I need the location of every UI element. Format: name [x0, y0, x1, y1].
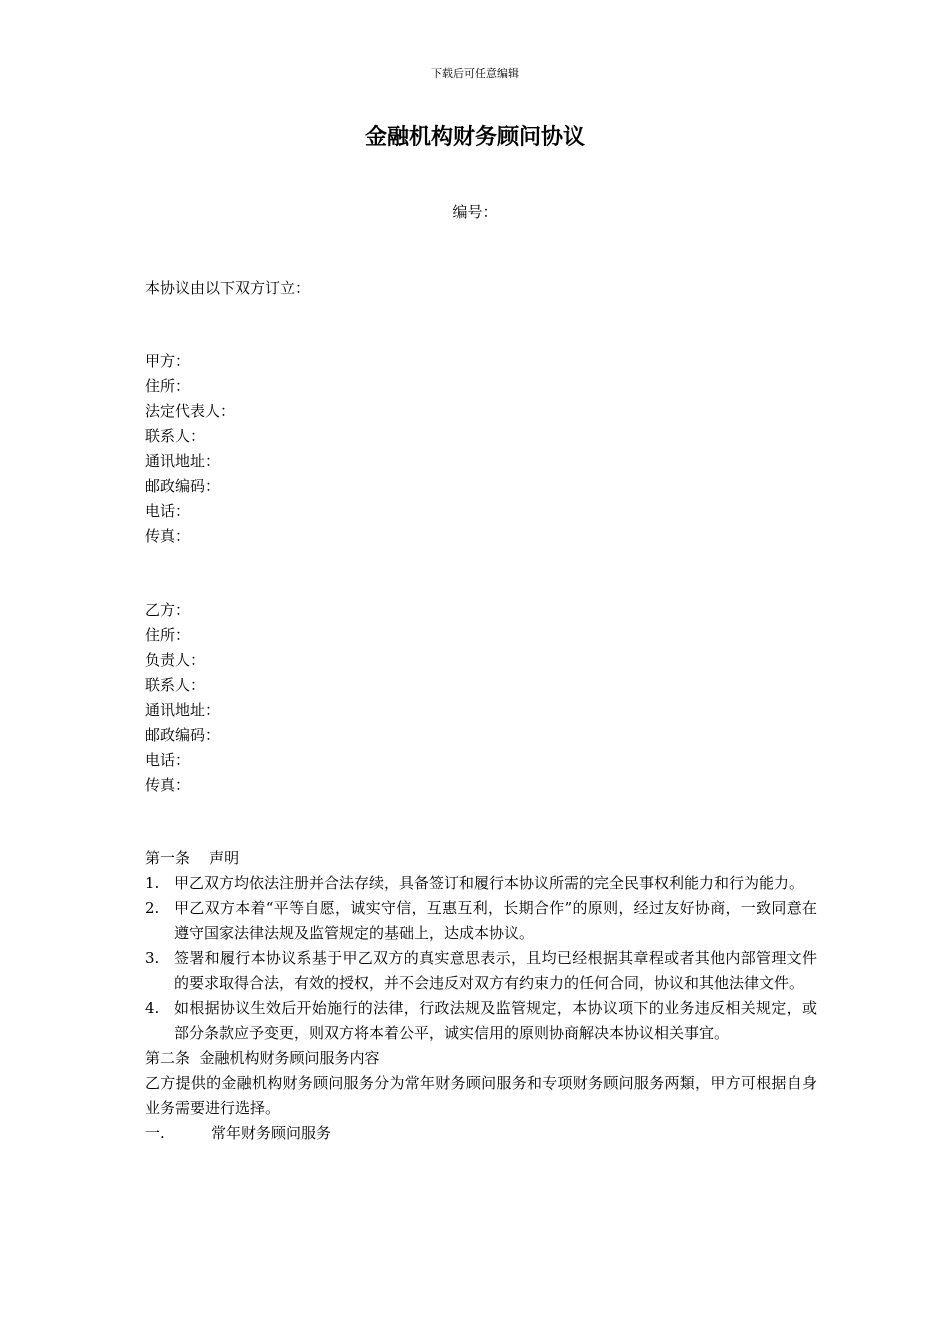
list-item-number: 4.	[145, 999, 160, 1017]
header-note: 下载后可任意编辑	[431, 67, 519, 80]
party-a-fax-label: 传真：	[145, 527, 191, 545]
party-b-fax-label: 传真：	[145, 776, 191, 794]
declaration-list	[145, 871, 817, 1046]
subheading-title: 常年财务顾问服务	[211, 1124, 332, 1142]
party-a-legal-rep-label: 法定代表人：	[145, 402, 236, 420]
list-item-text: 甲乙双方均依法注册并合法存续，具备签订和履行本协议所需的完全民事权利能力和行为能力。	[174, 874, 805, 892]
party-a-postal-code-label: 邮政编码：	[145, 477, 221, 495]
article-2-paragraph: 乙方提供的金融机构财务顾问服务分为常年财务顾问服务和专项财务顾问服务两類，甲方可根据自身业务需要进行选择。	[145, 1074, 817, 1117]
list-item-number: 2.	[145, 899, 160, 917]
clauses-section	[145, 846, 817, 1146]
intro-text: 本协议由以下双方订立：	[145, 279, 311, 297]
party-a-mailing-address-label: 通讯地址：	[145, 452, 221, 470]
party-a-address-label: 住所：	[145, 377, 191, 395]
document-number-label: 编号：	[452, 203, 498, 221]
party-a-phone-label: 电话：	[145, 502, 191, 520]
list-item-text: 如根据协议生效后开始施行的法律，行政法规及监管规定，本协议项下的业务违反相关规定，或部分条款应予变更，则双方将本着公平，诚实信用的原则协商解决本协议相关事宜。	[174, 999, 817, 1042]
article-2-subheading	[145, 1121, 817, 1146]
party-b-block	[145, 598, 817, 798]
list-item-number: 3.	[145, 949, 160, 967]
party-b-postal-code-label: 邮政编码：	[145, 726, 221, 744]
list-item	[145, 946, 817, 996]
party-b-phone-label: 电话：	[145, 751, 191, 769]
party-a-block	[145, 349, 817, 549]
party-b-contact-label: 联系人：	[145, 676, 206, 694]
article-1-heading: 第一条 声明	[145, 849, 240, 867]
list-item	[145, 871, 817, 896]
party-b-name-label: 乙方：	[145, 601, 191, 619]
list-item-text: 签署和履行本协议系基于甲乙双方的真实意思表示，且均已经根据其章程或者其他内部管理文件的要求取得合法，有效的授权，并不会违反对双方有约束力的任何合同，协议和其他法律文件。	[174, 949, 817, 992]
party-b-responsible-person-label: 负责人：	[145, 651, 206, 669]
document-title: 金融机构财务顾问协议	[364, 124, 585, 150]
list-item-number: 1.	[145, 874, 160, 892]
subheading-number: 一.	[145, 1124, 165, 1142]
list-item	[145, 896, 817, 946]
list-item	[145, 996, 817, 1046]
party-a-name-label: 甲方：	[145, 352, 191, 370]
party-a-contact-label: 联系人：	[145, 427, 206, 445]
party-b-address-label: 住所：	[145, 626, 191, 644]
article-2-heading: 第二条 金融机构财务顾问服务内容	[145, 1049, 380, 1067]
party-b-mailing-address-label: 通讯地址：	[145, 701, 221, 719]
list-item-text: 甲乙双方本着“平等自愿，诚实守信，互惠互利，长期合作”的原则，经过友好协商，一致同意在遵守国家法律法规及监管规定的基础上，达成本协议。	[174, 899, 817, 942]
